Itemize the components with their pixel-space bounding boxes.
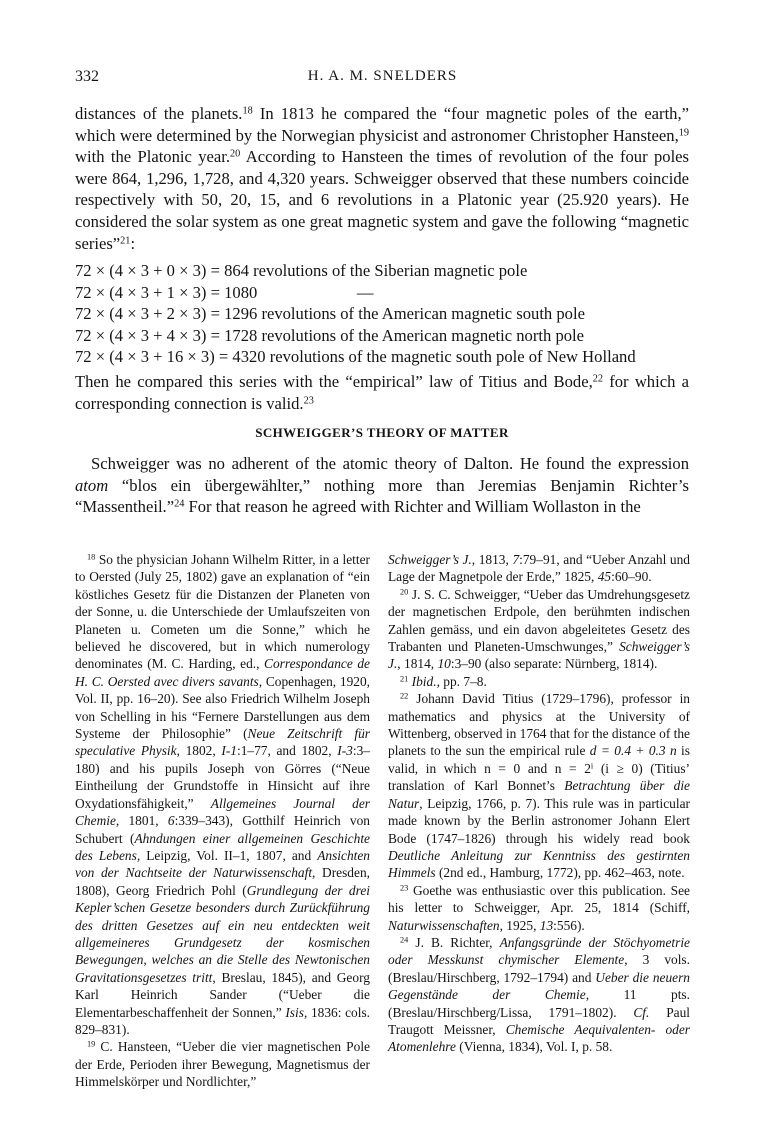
series-row: 72 × (4 × 3 + 1 × 3) = 1080 — — [75, 282, 374, 302]
footnote-ref-23[interactable]: 23 — [303, 394, 314, 406]
series-row: 72 × (4 × 3 + 0 × 3) = 864 revolutions of the Siberian magnetic pole — [75, 261, 528, 280]
footnote-18: $^{18}$ So the physician Johann Wilhelm Ritter, in a letter to Oersted (July 25, 1802) gave an explanation of “ein köstliches Gesetz für die Distanzen der Planeten von der Sonne, u. die Unterschiede der Umlaufszeiten von Planeten u. Cometen um die Sonne,” which he believed he discovered, but in which numerology denominates (M. C. Harding, ed., Correspondance de H. C. Oersted avec divers savants, Copenhagen, 1920, Vol. II, pp. 16–20). See also Friedrich Wilhelm Joseph von Schelling in his “Fernere Darstellungen aus dem Systeme der Philosophie” (Neue Zeitschrift für speculative Physik, 1802, I-1:1–77, and 1802, I-3:3–180) and his pupils Joseph von Görres (“Neue Eintheilung der Grundstoffe in Hinsicht auf ihre Oxydationsfähigkeit,” Allgemeines Journal der Chemie, 1801, 6:339–343), Gotthilf Heinrich von Schubert (Ahndungen einer allgemeinen Geschichte des Lebens, Leipzig, Vol. II–1, 1807, and Ansichten von der Nachtseite der Naturwissenschaft, Dresden, 1808), Georg Friedrich Pohl (Grundlegung der drei Kepler’schen Gesetze besonders durch Zurückführung des dritten Gesetzes auf ein neu entdeckten weit allgemeineres Grundgesetz der kosmischen Bewegungen, welches an die Stelle des Newtonischen Gravitationsgesetzes tritt, Breslau, 1845), and Georg Karl Heinrich Sander (“Ueber die Elementarbeschaffenheit der Sonnen,” Isis, 1836: cols. 829–831). — [75, 552, 371, 1037]
footnote-20: $^{20}$ J. S. C. Schweigger, “Ueber das Umdrehungsgesetz der magnetischen Erdpole, den berühmten indischen Zahlen gemäss, und ein davon abgeleitetes Gesetz des Trabanten und Planeten-Umschwunges,” Schweigger’s J., 1814, 10:3–90 (also separate: Nürnberg, 1814). — [388, 586, 690, 672]
footnote-ref-24[interactable]: 24 — [174, 498, 185, 510]
footnote-23: $^{23}$ Goethe was enthusiastic over this publication. See his letter to Schweigger, Apr. 25, 1814 (Schiff, Naturwissenschaften, 1925, 13:556). — [388, 882, 690, 933]
series-row: 72 × (4 × 3 + 2 × 3) = 1296 revolutions of the American magnetic south pole — [75, 304, 585, 324]
footnote-19: $^{19}$ C. Hansteen, “Ueber die vier magnetischen Pole der Erde, Perioden ihrer Bewegung, Magnetismus der Himmelskörper und Nordlichter,” — [75, 1039, 370, 1090]
body-paragraph-3: Schweigger was no adherent of the atomic theory of Dalton. He found the expression atom “blos ein übergewählter,” nothing more than Jeremias Benjamin Richter’s “Massentheil.”$^{24}$ For that reason he agreed with Richter and William Wollaston in the — [75, 454, 689, 517]
footnote-19-continued: Schweigger’s J., 1813, 7:79–91, and “Ueber Anzahl und Lage der Magnetpole der Erde,” 1825, 45:60–90. — [388, 552, 690, 585]
series-row: 72 × (4 × 3 + 4 × 3) = 1728 revolutions of the American magnetic north pole — [75, 325, 585, 345]
footnote-ref-21[interactable]: 21 — [120, 234, 131, 246]
body-paragraph-2: Then he compared this series with the “empirical” law of Titius and Bode,$^{22}$ for which a corresponding connection is valid.$^{23}$ — [75, 372, 689, 413]
section-heading: SCHWEIGGER’S THEORY OF MATTER — [255, 425, 509, 440]
footnote-ref-18[interactable]: 18 — [242, 105, 253, 117]
footnote-ref-19[interactable]: 19 — [678, 126, 689, 138]
footnote-24: $^{24}$ J. B. Richter, Anfangsgründe der Stöchyometrie oder Messkunst chymischer Elemente, 3 vols. (Breslau/Hirschberg, 1792–1794) and Ueber die neuern Gegenstände der Chemie, 11 pts. (Breslau/Hirschberg/Lissa, 1791–1802). Cf. Paul Traugott Meissner, Chemische Aequivalenten- oder Atomenlehre (Vienna, 1834), Vol. I, p. 58. — [388, 934, 691, 1055]
magnetic-series — [75, 260, 689, 368]
footnotes-left-column — [75, 551, 370, 1091]
running-head: H. A. M. SNELDERS — [307, 68, 458, 84]
footnote-ref-22[interactable]: 22 — [592, 373, 603, 385]
page-header — [75, 68, 690, 92]
footnote-21: $^{21}$ Ibid., pp. 7–8. — [400, 673, 487, 689]
footnotes-right-column — [388, 551, 690, 1056]
page-number: 332 — [75, 68, 99, 85]
footnote-22: $^{22}$ Johann David Titius (1729–1796), professor in mathematics and physics at the University of Wittenberg, observed in 1764 that for the distance of the planets to the sun the empirical rule d = 0.4 + 0.3 n is valid, in which n = 0 and $n = 2^i$ (i ≥ 0) (Titius’ translation of Karl Bonnet’s Betrachtung über die Natur, Leipzig, 1766, p. 7). This rule was in particular made known by the Berlin astronomer Johann Elert Bode (1747–1826) through his widely read book Deutliche Anleitung zur Kenntniss des gestirnten Himmels (2nd ed., Hamburg, 1772), pp. 462–463, note. — [388, 691, 690, 881]
body-paragraph-1: distances of the planets.$^{18}$ In 1813 he compared the “four magnetic poles of the earth,” which were determined by the Norwegian physicist and astronomer Christopher Hansteen,$^{19}$ with the Platonic year.$^{20}$ According to Hansteen the times of revolution of the four poles were 864, 1,296, 1,728, and 4,320 years. Schweigger observed that these numbers coincide respectively with 50, 20, 15, and 6 revolutions in a Platonic year (25.920 years). He considered the solar system as one great magnetic system and gave the following “magnetic series”$^{21}$: — [75, 104, 690, 253]
series-row: 72 × (4 × 3 + 16 × 3) = 4320 revolutions of the magnetic south pole of New Holland — [75, 347, 636, 367]
footnote-ref-20[interactable]: 20 — [230, 148, 241, 160]
titius-rule-formula: d = 0.4 + 0.3 n — [589, 743, 677, 759]
